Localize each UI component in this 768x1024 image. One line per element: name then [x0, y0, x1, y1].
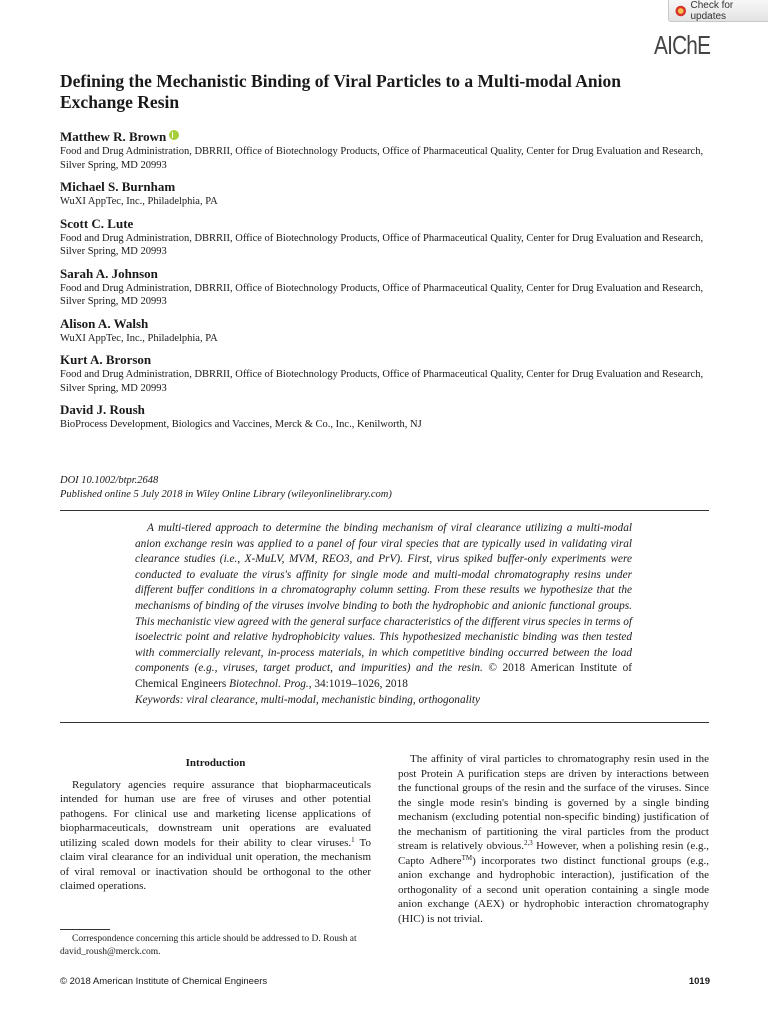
- abstract-top-rule: [60, 510, 709, 511]
- author-name: Alison A. Walsh: [60, 315, 149, 331]
- author-name: David J. Roush: [60, 402, 145, 417]
- publication-info: [60, 474, 392, 502]
- check-for-updates-button[interactable]: [668, 0, 768, 22]
- author-entry: [60, 315, 720, 346]
- orcid-icon[interactable]: [169, 130, 179, 140]
- check-updates-label: Check for updates: [690, 0, 734, 22]
- body-paragraph: The affinity of viral particles to chromatography resin used in the post Protein A purification steps are driven by interactions between the functional groups of the resin and the surface of the viruses. Since the single mode resin's binding is governed by a single binding mechanism (excluding potential non-specific binding) justification of the mechanism of partitioning the viral particles from the product stream is relatively obvious.$^{2,3}$ However, when a polishing resin (e.g., Capto Adhere™) incorporates two distinct functional groups (e.g., anion exchange and hydrophobic interaction), justification of the orthogonality of a second unit operation containing a single mode anion exchange (AEX) or hydrophobic interaction chromatography (HIC) is not trivial.: [398, 753, 709, 925]
- right-column: [398, 752, 709, 926]
- abstract-bottom-rule: [60, 722, 709, 723]
- footnote-rule: [60, 929, 110, 930]
- abstract-text: A multi-tiered approach to determine the binding mechanism of viral clearance utilizing a multi-modal anion exchange resin was applied to a panel of four viral species that are typically used in validating viral clearance studies (i.e., X-MuLV, MVM, REO3, and PrV). First, virus spiked buffer-only experiments were conducted to evaluate the virus's affinity for single mode and multi-modal chromatography resins under different buffer conditions in a chromatography column setting. From these results we hypothesize that the mechanisms of binding of the viruses involve binding to both the hydrophobic and anionic functional groups. This mechanistic view agreed with the general surface characteristics of the different virus species in terms of isoelectric point and relative hydrophobicity values. This hypothesized mechanistic binding was then tested with commercially relevant, in-process materials, in which competitive binding occurred between the load components (e.g., viruses, target product, and impurities) and the resin.: [135, 522, 632, 675]
- trademark-mark: TM: [461, 853, 473, 862]
- author-list: [60, 128, 720, 438]
- reference-link[interactable]: 2,3: [523, 839, 533, 847]
- author-affiliation: Food and Drug Administration, DBRRII, Office of Biotechnology Products, Office of Pharmaceutical Quality, Center for Drug Evaluation and Research, Silver Spring, MD 20993: [60, 146, 704, 171]
- author-name: Matthew R. Brown: [60, 129, 167, 144]
- reference-link[interactable]: 1: [351, 835, 355, 844]
- author-affiliation: WuXI AppTec, Inc., Philadelphia, PA: [60, 332, 218, 344]
- footer-copyright: © 2018 American Institute of Chemical Engineers: [60, 976, 268, 987]
- author-entry: [60, 265, 720, 309]
- author-entry: [60, 401, 720, 432]
- author-affiliation: Food and Drug Administration, DBRRII, Office of Biotechnology Products, Office of Pharmaceutical Quality, Center for Drug Evaluation and Research, Silver Spring, MD 20993: [60, 282, 704, 307]
- section-heading-introduction: Introduction: [185, 757, 246, 769]
- author-affiliation: BioProcess Development, Biologics and Vaccines, Merck & Co., Inc., Kenilworth, NJ: [60, 419, 422, 430]
- author-entry: [60, 128, 720, 172]
- crossmark-icon: [675, 5, 686, 17]
- correspondence-footnote: Correspondence concerning this article should be addressed to D. Roush at david_roush@merck.com.: [60, 934, 357, 957]
- journal-name: Biotechnol. Prog.: [229, 677, 309, 690]
- author-entry: [60, 215, 720, 259]
- published-online: Published online 5 July 2018 in Wiley Online Library (wileyonlinelibrary.com): [60, 489, 392, 500]
- author-affiliation: Food and Drug Administration, DBRRII, Office of Biotechnology Products, Office of Pharmaceutical Quality, Center for Drug Evaluation and Research, Silver Spring, MD 20993: [60, 369, 704, 394]
- author-affiliation: Food and Drug Administration, DBRRII, Office of Biotechnology Products, Office of Pharmaceutical Quality, Center for Drug Evaluation and Research, Silver Spring, MD 20993: [60, 232, 704, 257]
- author-entry: [60, 351, 720, 395]
- abstract: [135, 521, 632, 708]
- author-name: Sarah A. Johnson: [60, 265, 158, 281]
- journal-citation: , 34:1019–1026, 2018: [308, 677, 408, 690]
- article-title: Defining the Mechanistic Binding of Viral Particles to a Multi-modal Anion Exchange Resin: [60, 71, 621, 112]
- author-name: Kurt A. Brorson: [60, 352, 152, 367]
- left-column: [60, 752, 371, 894]
- doi-link[interactable]: DOI 10.1002/btpr.2648: [60, 475, 159, 486]
- aiche-logo: AIChE: [653, 30, 710, 60]
- author-name: Scott C. Lute: [60, 215, 134, 231]
- author-entry: [60, 178, 720, 209]
- page-number: 1019: [688, 976, 710, 987]
- author-name: Michael S. Burnham: [60, 179, 176, 194]
- keywords: Keywords: viral clearance, multi-modal, mechanistic binding, orthogonality: [135, 693, 481, 706]
- author-affiliation: WuXI AppTec, Inc., Philadelphia, PA: [60, 196, 218, 207]
- abstract-copyright: © 2018 American Institute of Chemical Engineers: [135, 662, 632, 690]
- body-paragraph: Regulatory agencies require assurance that biopharmaceuticals intended for human use are free of viruses and other potential pathogens. For clinical use and marketing license applications of biopharmaceuticals, downstream unit operations are evaluated utilizing scaled down models for their ability to clear viruses.$^1$ To claim viral clearance for an individual unit operation, the mechanism of viral removal or inactivation should be orthogonal to the other claimed operations.: [60, 778, 371, 892]
